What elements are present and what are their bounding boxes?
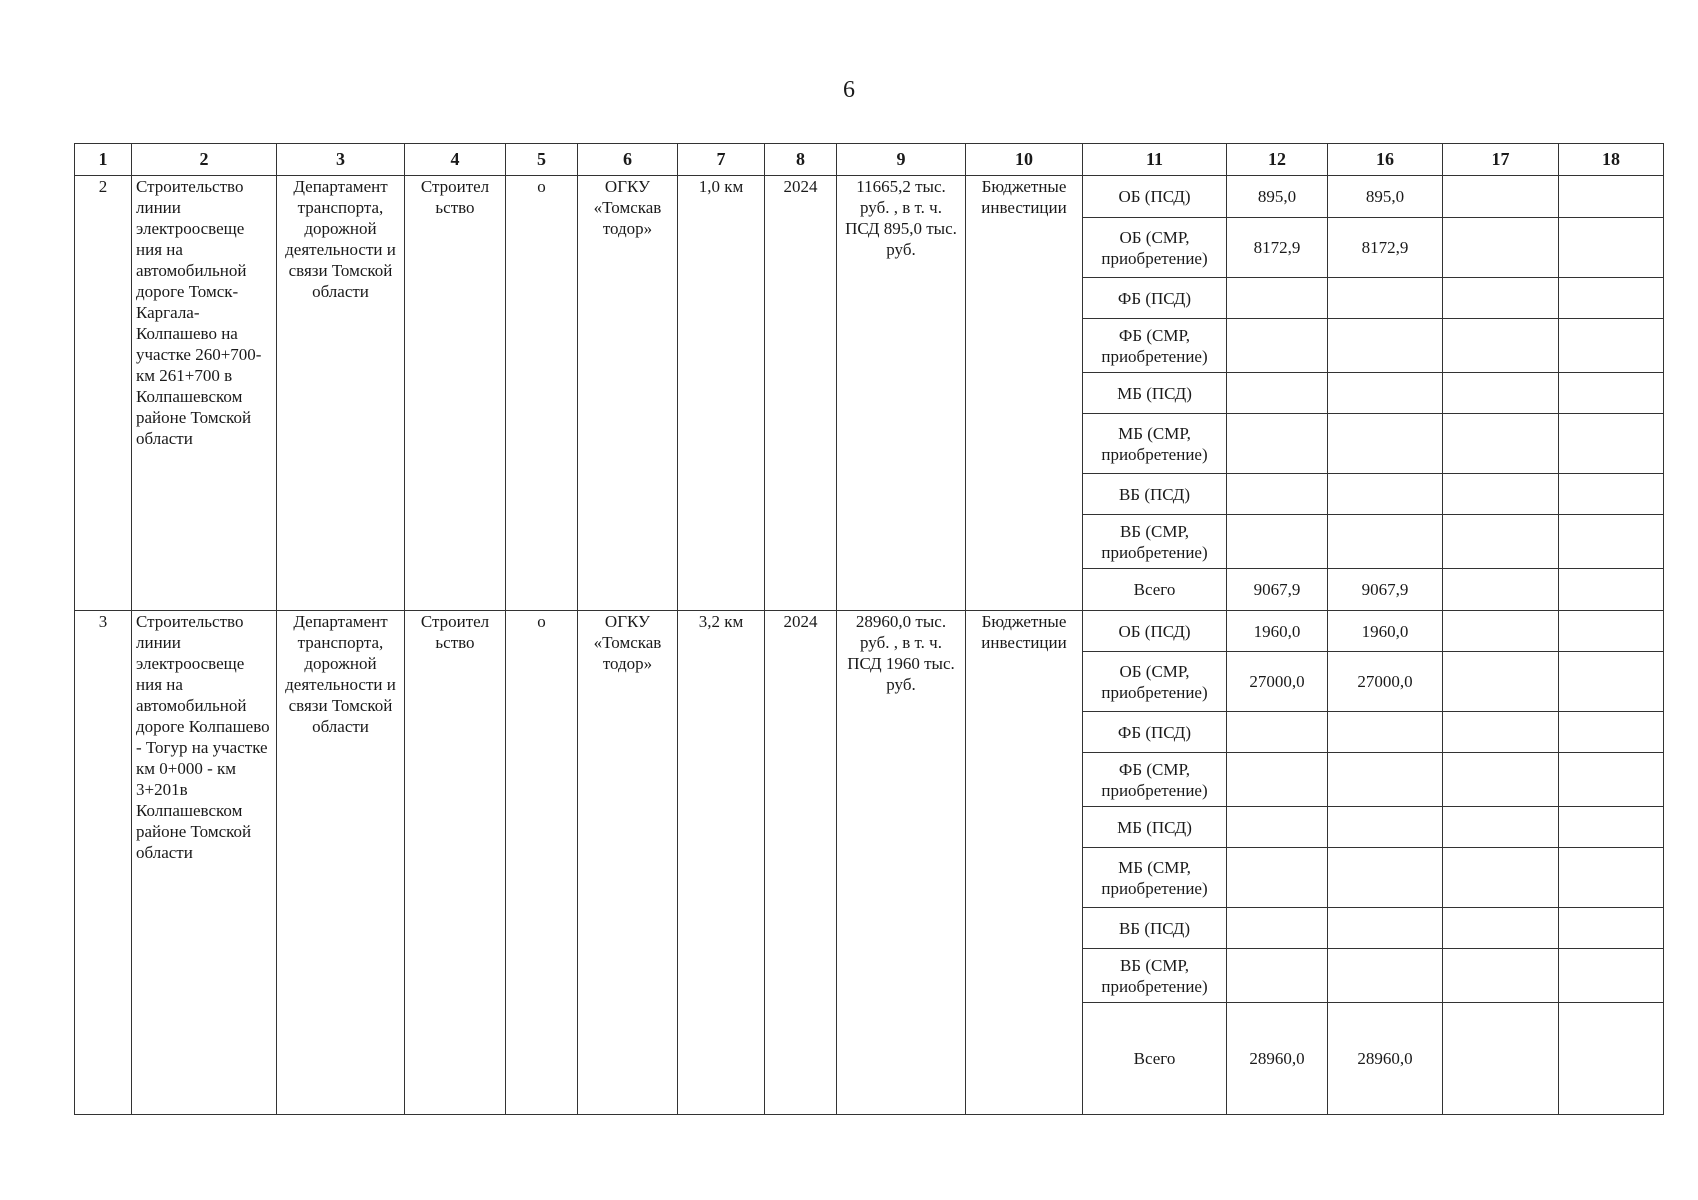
work-type: Строител ьство: [405, 176, 506, 611]
year: 2024: [765, 611, 837, 1115]
value-col-12: [1227, 515, 1328, 569]
value-col-16: [1328, 373, 1443, 414]
value-col-16: 895,0: [1328, 176, 1443, 218]
year: 2024: [765, 176, 837, 611]
header-cell: 18: [1559, 144, 1664, 176]
value-col-12: 9067,9: [1227, 569, 1328, 611]
customer: ОГКУ «Томскав тодор»: [578, 176, 678, 611]
value-col-16: 28960,0: [1328, 1003, 1443, 1115]
value-col-17: [1443, 807, 1559, 848]
value-col-17: [1443, 474, 1559, 515]
funding-source: ВБ (ПСД): [1083, 474, 1227, 515]
value-col-17: [1443, 753, 1559, 807]
customer: ОГКУ «Томскав тодор»: [578, 611, 678, 1115]
funding-source: ОБ (СМР, приобретение): [1083, 652, 1227, 712]
header-cell: 2: [132, 144, 277, 176]
value-col-18: [1559, 908, 1664, 949]
object-name: Строительство линии электроосвеще ния на автомобильной дороге Колпашево - Тогур на участке км 0+000 - км 3+201в Колпашевском районе Томской области: [132, 611, 277, 1115]
value-col-18: [1559, 373, 1664, 414]
value-col-16: [1328, 712, 1443, 753]
value-col-12: [1227, 278, 1328, 319]
funding-source: ОБ (ПСД): [1083, 176, 1227, 218]
value-col-12: 27000,0: [1227, 652, 1328, 712]
header-row: [75, 144, 1664, 176]
department: Департамент транспорта, дорожной деятельности и связи Томской области: [277, 176, 405, 611]
value-col-18: [1559, 319, 1664, 373]
value-col-17: [1443, 611, 1559, 652]
value-col-17: [1443, 176, 1559, 218]
header-cell: 5: [506, 144, 578, 176]
value-col-12: [1227, 414, 1328, 474]
funding-source: МБ (ПСД): [1083, 373, 1227, 414]
value-col-18: [1559, 949, 1664, 1003]
value-col-18: [1559, 848, 1664, 908]
funding-source: МБ (СМР, приобретение): [1083, 414, 1227, 474]
header-cell: 1: [75, 144, 132, 176]
funding-source-total: Всего: [1083, 569, 1227, 611]
value-col-12: 28960,0: [1227, 1003, 1328, 1115]
column-5-value: о: [506, 611, 578, 1115]
funding-source: ВБ (СМР, приобретение): [1083, 515, 1227, 569]
value-col-18: [1559, 176, 1664, 218]
value-col-12: [1227, 319, 1328, 373]
value-col-17: [1443, 569, 1559, 611]
value-col-16: [1328, 278, 1443, 319]
value-col-18: [1559, 753, 1664, 807]
value-col-17: [1443, 515, 1559, 569]
value-col-12: [1227, 474, 1328, 515]
page-number: 6: [843, 77, 855, 103]
value-col-12: [1227, 753, 1328, 807]
value-col-18: [1559, 515, 1664, 569]
value-col-17: [1443, 848, 1559, 908]
table-row: [75, 611, 1664, 652]
value-col-16: [1328, 807, 1443, 848]
value-col-12: [1227, 908, 1328, 949]
funding-source: МБ (СМР, приобретение): [1083, 848, 1227, 908]
header-cell: 12: [1227, 144, 1328, 176]
funding-source-total: Всего: [1083, 1003, 1227, 1115]
funding-source: ОБ (СМР, приобретение): [1083, 218, 1227, 278]
investment-form: Бюджетные инвестиции: [966, 176, 1083, 611]
value-col-16: [1328, 848, 1443, 908]
header-cell: 3: [277, 144, 405, 176]
header-cell: 17: [1443, 144, 1559, 176]
value-col-18: [1559, 712, 1664, 753]
value-col-17: [1443, 908, 1559, 949]
column-5-value: о: [506, 176, 578, 611]
capacity: 3,2 км: [678, 611, 765, 1115]
value-col-12: [1227, 848, 1328, 908]
object-name: Строительство линии электроосвеще ния на автомобильной дороге Томск-Каргала-Колпашево на участке 260+700- км 261+700 в Колпашевском районе Томской области: [132, 176, 277, 611]
estimated-cost: 28960,0 тыс. руб. , в т. ч. ПСД 1960 тыс. руб.: [837, 611, 966, 1115]
header-cell: 7: [678, 144, 765, 176]
header-cell: 8: [765, 144, 837, 176]
header-cell: 9: [837, 144, 966, 176]
value-col-16: 27000,0: [1328, 652, 1443, 712]
value-col-16: [1328, 753, 1443, 807]
value-col-12: [1227, 949, 1328, 1003]
value-col-16: [1328, 949, 1443, 1003]
funding-source: МБ (ПСД): [1083, 807, 1227, 848]
value-col-18: [1559, 611, 1664, 652]
header-cell: 4: [405, 144, 506, 176]
value-col-16: [1328, 515, 1443, 569]
value-col-12: 8172,9: [1227, 218, 1328, 278]
funding-source: ВБ (СМР, приобретение): [1083, 949, 1227, 1003]
value-col-17: [1443, 373, 1559, 414]
value-col-16: 1960,0: [1328, 611, 1443, 652]
value-col-18: [1559, 474, 1664, 515]
work-type: Строител ьство: [405, 611, 506, 1115]
funding-source: ОБ (ПСД): [1083, 611, 1227, 652]
value-col-18: [1559, 218, 1664, 278]
value-col-18: [1559, 1003, 1664, 1115]
value-col-18: [1559, 278, 1664, 319]
value-col-17: [1443, 278, 1559, 319]
funding-source: ФБ (СМР, приобретение): [1083, 319, 1227, 373]
funding-source: ВБ (ПСД): [1083, 908, 1227, 949]
value-col-17: [1443, 949, 1559, 1003]
value-col-18: [1559, 569, 1664, 611]
value-col-16: [1328, 474, 1443, 515]
value-col-17: [1443, 319, 1559, 373]
header-cell: 6: [578, 144, 678, 176]
value-col-17: [1443, 218, 1559, 278]
value-col-17: [1443, 1003, 1559, 1115]
row-number: 3: [75, 611, 132, 1115]
value-col-16: 8172,9: [1328, 218, 1443, 278]
value-col-17: [1443, 652, 1559, 712]
investment-form: Бюджетные инвестиции: [966, 611, 1083, 1115]
department: Департамент транспорта, дорожной деятельности и связи Томской области: [277, 611, 405, 1115]
funding-source: ФБ (СМР, приобретение): [1083, 753, 1227, 807]
header-cell: 16: [1328, 144, 1443, 176]
value-col-18: [1559, 807, 1664, 848]
value-col-12: [1227, 712, 1328, 753]
value-col-17: [1443, 712, 1559, 753]
value-col-12: 895,0: [1227, 176, 1328, 218]
value-col-16: [1328, 414, 1443, 474]
investment-table: [74, 143, 1664, 1115]
value-col-17: [1443, 414, 1559, 474]
row-number: 2: [75, 176, 132, 611]
header-cell: 10: [966, 144, 1083, 176]
funding-source: ФБ (ПСД): [1083, 712, 1227, 753]
table-row: [75, 176, 1664, 218]
value-col-12: 1960,0: [1227, 611, 1328, 652]
value-col-12: [1227, 373, 1328, 414]
capacity: 1,0 км: [678, 176, 765, 611]
value-col-16: [1328, 908, 1443, 949]
header-cell: 11: [1083, 144, 1227, 176]
value-col-12: [1227, 807, 1328, 848]
value-col-18: [1559, 652, 1664, 712]
value-col-16: 9067,9: [1328, 569, 1443, 611]
funding-source: ФБ (ПСД): [1083, 278, 1227, 319]
value-col-18: [1559, 414, 1664, 474]
estimated-cost: 11665,2 тыс. руб. , в т. ч. ПСД 895,0 тыс. руб.: [837, 176, 966, 611]
value-col-16: [1328, 319, 1443, 373]
